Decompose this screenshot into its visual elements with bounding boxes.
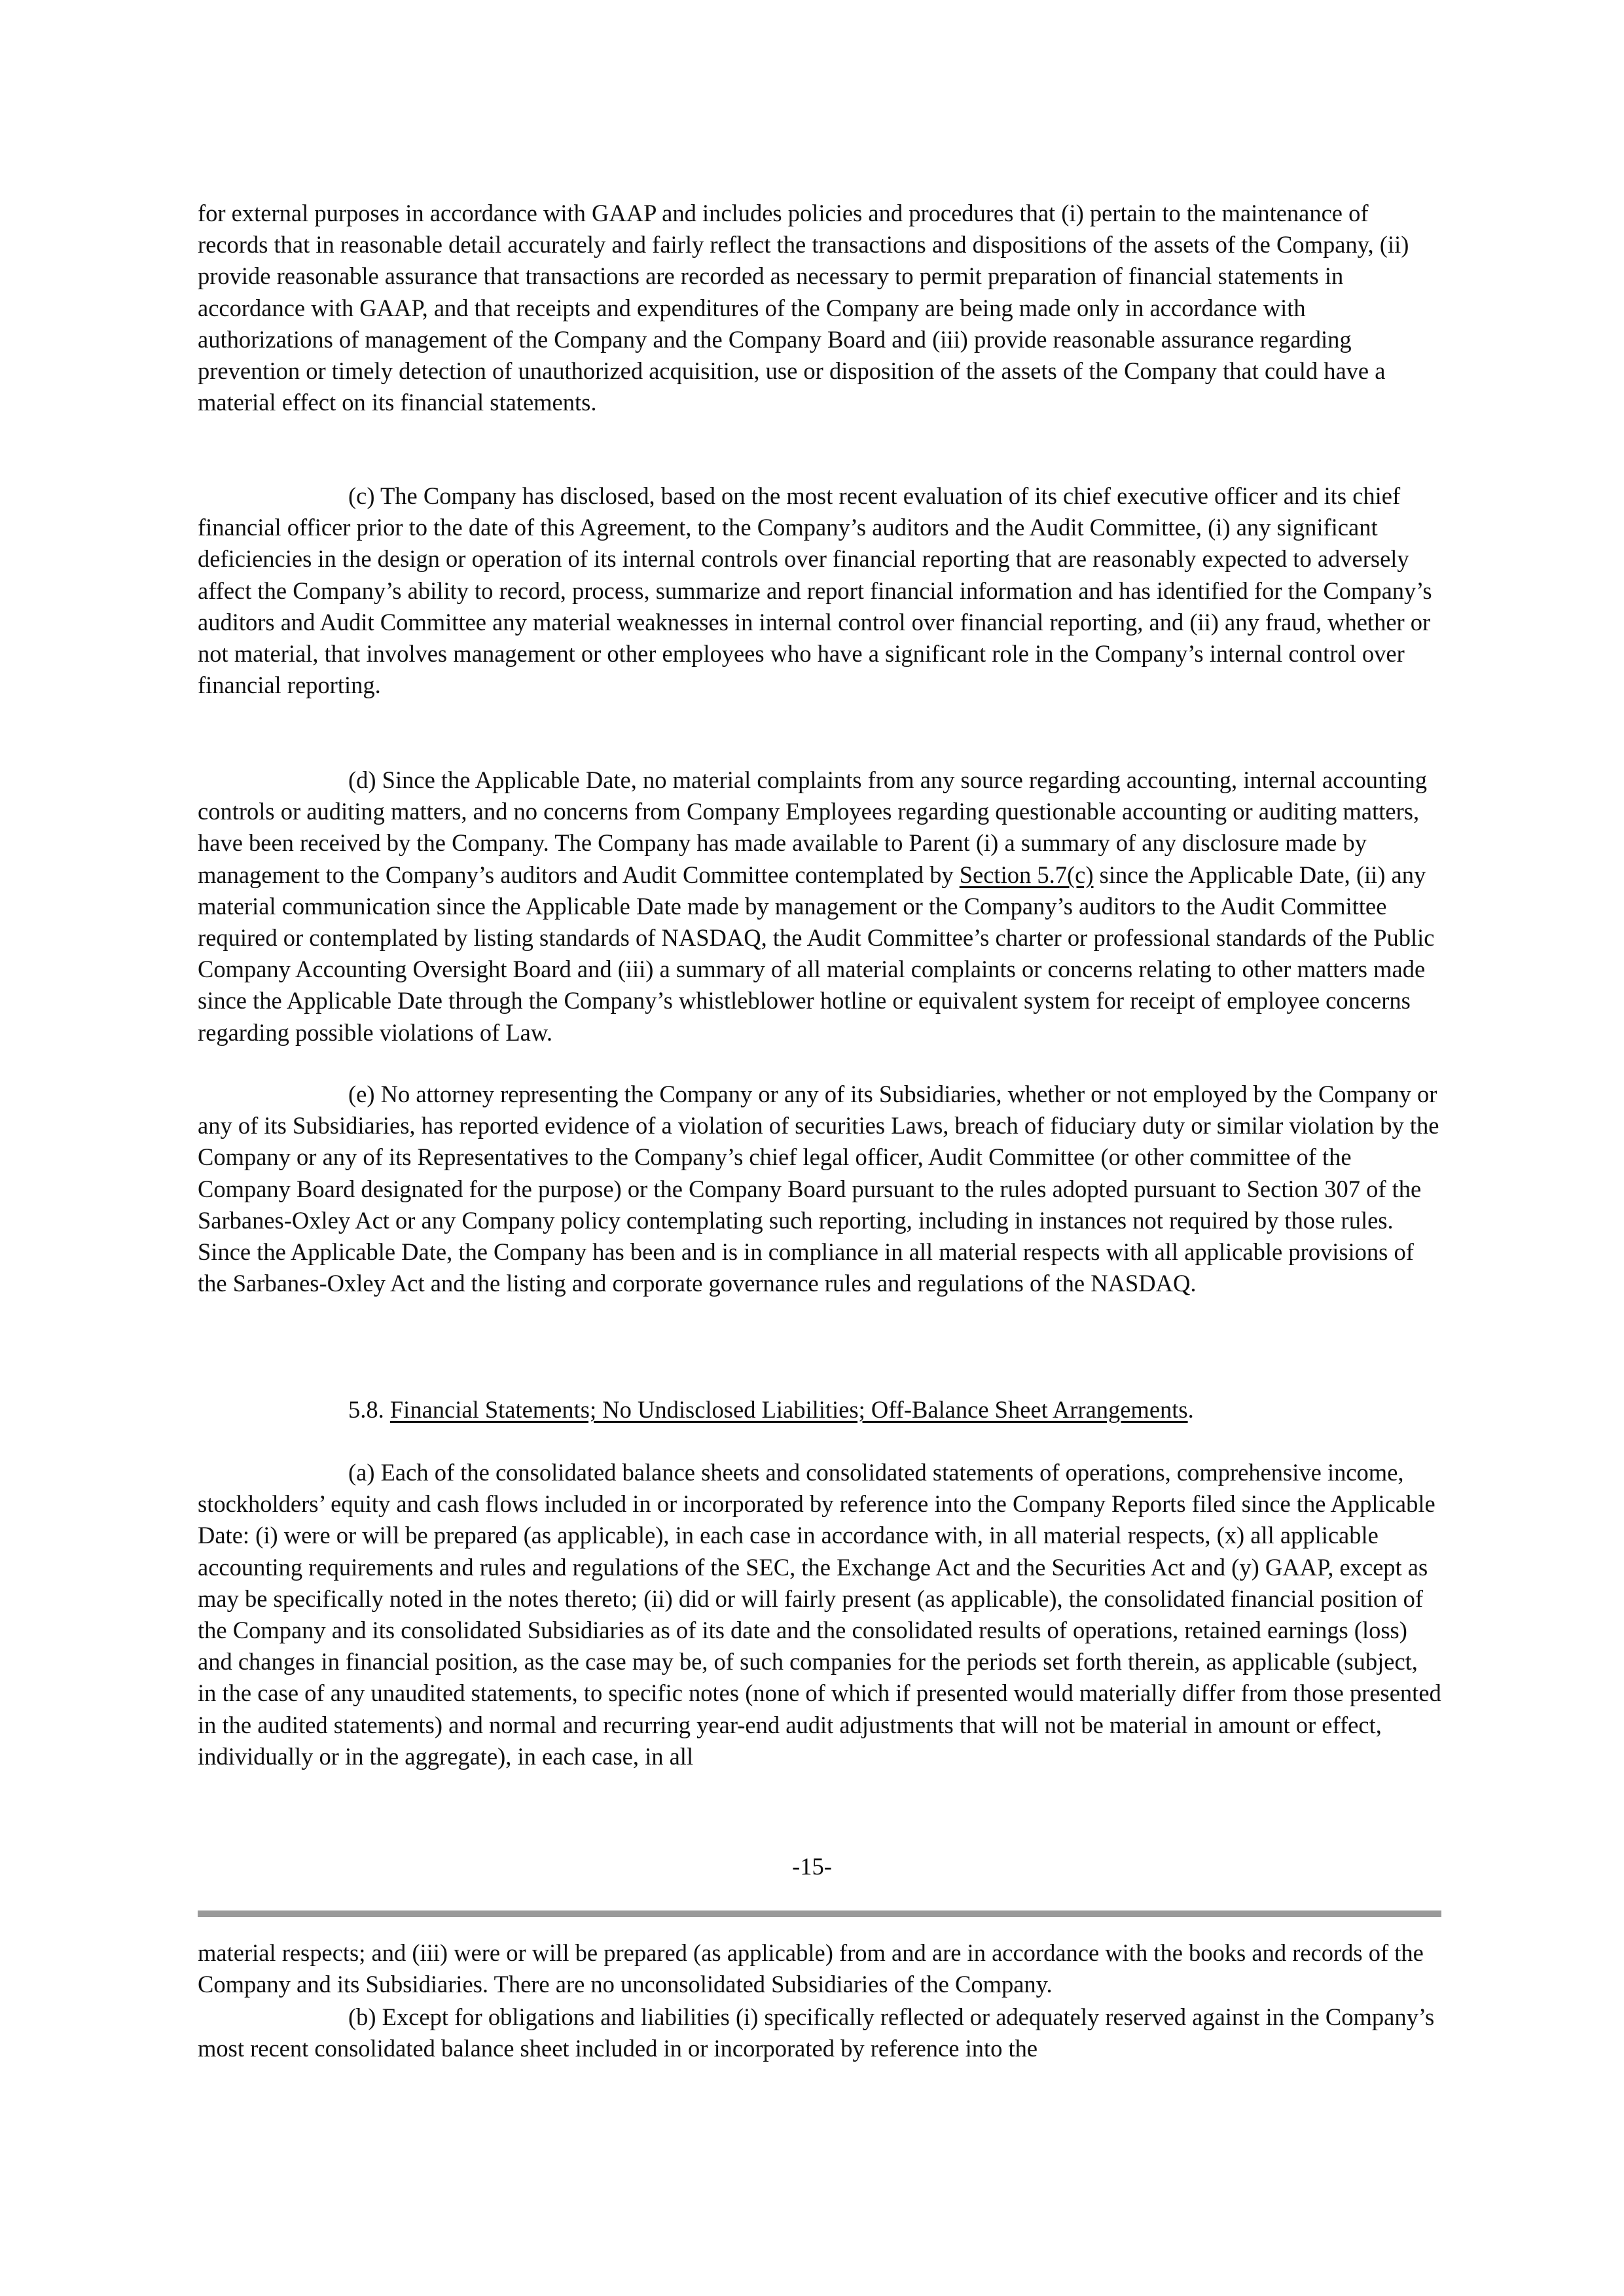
paragraph-a — [198, 1457, 1441, 1772]
paragraph-a-continued — [198, 1937, 1441, 2000]
paragraph-text: for external purposes in accordance with GAAP and includes policies and procedures that (i) pertain to the maintenance of records that in reasonable detail accurately and fairly reflect the transactions and dispositions of the assets of the Company, (ii) provide reasonable assurance that transactions are recorded as necessary to permit preparation of financial statements in accordance with GAAP, and that receipts and expenditures of the Company are being made only in accordance with authorizations of management of the Company and the Company Board and (iii) provide reasonable assurance regarding prevention or timely detection of unauthorized acquisition, use or disposition of the assets of the Company that could have a material effect on its financial statements. — [198, 200, 1409, 416]
paragraph-internal-controls-continued — [198, 198, 1441, 418]
section-title: Financial Statements; No Undisclosed Liabilities; Off-Balance Sheet Arrangements — [389, 1396, 1188, 1423]
paragraph-b — [198, 2001, 1441, 2064]
paragraph-text: (c) The Company has disclosed, based on the most recent evaluation of its chief executive officer and its chief financial officer prior to the date of this Agreement, to the Company’s auditors and the Audit Committee, (i) any significant deficiencies in the design or operation of its internal controls over financial reporting that are reasonably expected to adversely affect the Company’s ability to record, process, summarize and report financial information and has identified for the Company’s auditors and Audit Committee any material weaknesses in internal control over financial reporting, and (ii) any fraud, whether or not material, that involves management or other employees who have a significant role in the Company’s internal control over financial reporting. — [198, 482, 1432, 699]
paragraph-text-part: since the Applicable Date, (ii) any material communication since the Applicable Date made by management or the Company’s auditors to the Audit Committee required or contemplated by listing standards of NASDAQ, the Audit Committee’s charter or professional standards of the Public Company Accounting Oversight Board and (iii) a summary of all material complaints or concerns relating to other matters made since the Applicable Date through the Company’s whistleblower hotline or equivalent system for receipt of employee concerns regarding possible violations of Law. — [198, 861, 1435, 1046]
paragraph-text — [198, 764, 1441, 1049]
paragraph-d — [198, 764, 1441, 1049]
section-reference-link[interactable]: Section 5.7(c) — [959, 861, 1094, 888]
paragraph-text: material respects; and (iii) were or will be prepared (as applicable) from and are in accordance with the books and records of the Company and its Subsidiaries. There are no unconsolidated Subsidiaries of the Company. — [198, 1939, 1424, 1998]
paragraph-c — [198, 480, 1441, 701]
page-number: -15- — [792, 1853, 832, 1880]
paragraph-text: (b) Except for obligations and liabilities (i) specifically reflected or adequately reserved against in the Company’s most recent consolidated balance sheet included in or incorporated by reference into the — [198, 2003, 1435, 2062]
paragraph-text-part: (d) Since the Applicable Date, no material complaints from any source regarding accounting, internal accounting controls or auditing matters, and no concerns from Company Employees regarding questionable accounting or auditing matters, have been received by the Company. The Company has made available to Parent (i) a summary of any disclosure made by management to the Company’s auditors and Audit Committee contemplated by — [198, 766, 1428, 888]
section-number: 5.8. — [348, 1396, 390, 1423]
paragraph-text: (a) Each of the consolidated balance sheets and consolidated statements of operations, comprehensive income, stockholders’ equity and cash flows included in or incorporated by reference into the Company Reports filed since the Applicable Date: (i) were or will be prepared (as applicable), in each case in accordance with, in all material respects, (x) all applicable accounting requirements and rules and regulations of the SEC, the Exchange Act and the Securities Act and (y) GAAP, except as may be specifically noted in the notes thereto; (ii) did or will fairly present (as applicable), the consolidated financial position of the Company and its consolidated Subsidiaries as of its date and the consolidated results of operations, retained earnings (loss) and changes in financial position, as the case may be, of such companies for the periods set forth therein, as applicable (subject, in the case of any unaudited statements, to specific notes (none of which if presented would materially differ from those presented in the audited statements) and normal and recurring year-end audit adjustments that will not be material in amount or effect, individually or in the aggregate), in each case, in all — [198, 1459, 1441, 1770]
page-break-divider — [198, 1910, 1441, 1917]
section-heading-end: . — [1187, 1396, 1194, 1423]
paragraph-e — [198, 1079, 1441, 1299]
section-heading — [198, 1394, 1441, 1426]
section-heading-text — [198, 1394, 1441, 1426]
paragraph-text: (e) No attorney representing the Company or any of its Subsidiaries, whether or not employed by the Company or any of its Subsidiaries, has reported evidence of a violation of securities Laws, breach of fiduciary duty or similar violation by the Company or any of its Representatives to the Company’s chief legal officer, Audit Committee (or other committee of the Company Board designated for the purpose) or the Company Board pursuant to the rules adopted pursuant to Section 307 of the Sarbanes-Oxley Act or any Company policy contemplating such reporting, including in instances not required by those rules. Since the Applicable Date, the Company has been and is in compliance in all material respects with all applicable provisions of the Sarbanes-Oxley Act and the listing and corporate governance rules and regulations of the NASDAQ. — [198, 1081, 1439, 1297]
